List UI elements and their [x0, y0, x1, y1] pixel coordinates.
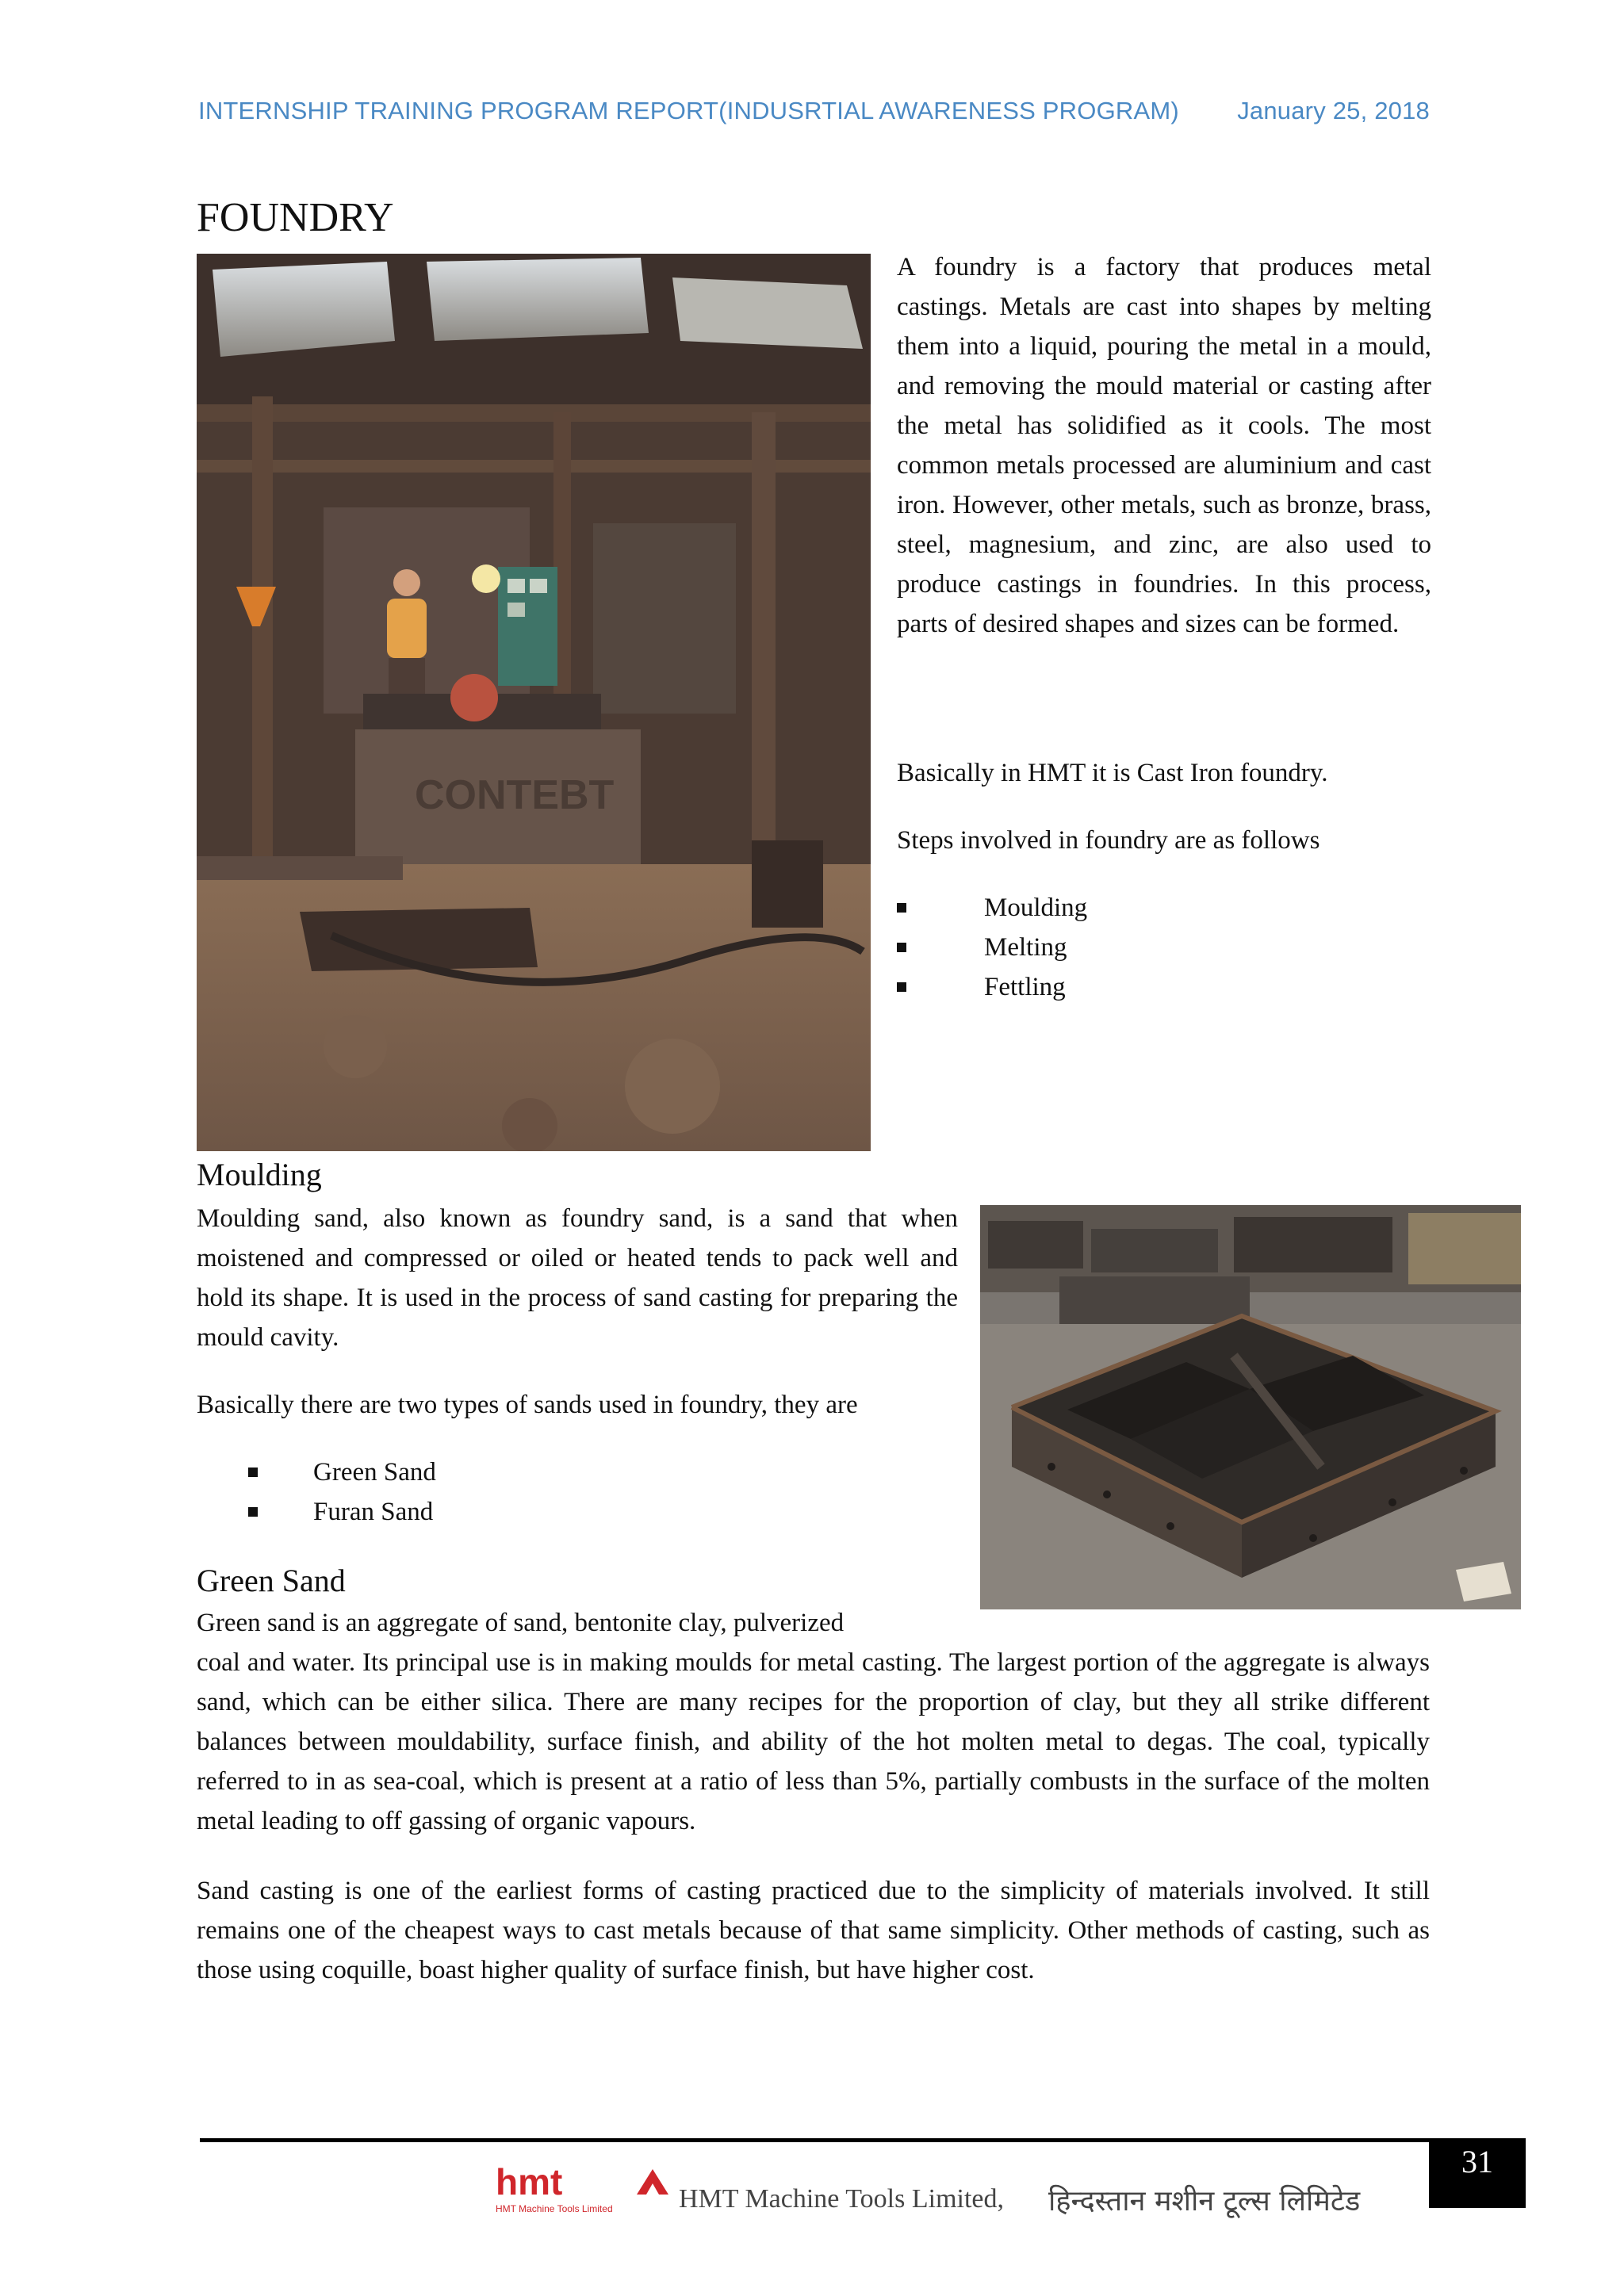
list-item: Furan Sand [248, 1492, 645, 1532]
foundry-steps-intro: Steps involved in foundry are as follows [897, 826, 1320, 855]
bullet-icon [897, 943, 906, 952]
sand-types-list [248, 1452, 645, 1532]
header-date: January 25, 2018 [1237, 97, 1430, 124]
moulding-types-intro: Basically there are two types of sands used in foundry, they are [197, 1391, 858, 1419]
list-item: Green Sand [248, 1452, 645, 1492]
green-sand-title: Green Sand [197, 1563, 346, 1598]
bullet-icon [248, 1507, 258, 1517]
header-title: INTERNSHIP TRAINING PROGRAM REPORT(INDUSRTIAL AWARENESS PROGRAM) [198, 97, 1179, 124]
page-number: 31 [1429, 2138, 1526, 2208]
footer-company: HMT Machine Tools Limited, [679, 2184, 1004, 2214]
bullet-icon [248, 1468, 258, 1477]
bullet-icon [897, 982, 906, 992]
list-item: Melting [897, 928, 1214, 967]
list-item: Moulding [897, 888, 1214, 928]
footer-company-hindi: हिन्दस्तान मशीन टूल्स लिमिटेड [1048, 2185, 1361, 2218]
moulding-title: Moulding [197, 1157, 322, 1192]
moulding-text: Moulding sand, also known as foundry sand, is a sand that when moistened and compressed or oiled or heated tends to pack well and hold its shape. It is used in the process of sand casting for preparing the mould cavity. [197, 1204, 958, 1352]
mould-flask-photo [980, 1205, 1521, 1609]
bullet-icon [897, 903, 906, 913]
foundry-intro: A foundry is a factory that produces metal castings. Metals are cast into shapes by melting them into a liquid, pouring the metal in a mould, and removing the mould material or casting after the metal has solidified as it cools. The most common metals processed are aluminium and cast iron. However, other metals, such as bronze, brass, steel, magnesium, and zinc, are also used to produce castings in foundries. In this process, parts of desired shapes and sizes can be formed. [897, 253, 1431, 638]
footer-divider [200, 2138, 1429, 2142]
svg-text:CONTEBT: CONTEBT [415, 772, 615, 818]
foundry-title: FOUNDRY [197, 195, 394, 240]
foundry-photo [197, 254, 871, 1151]
hmt-logo-text: hmt [496, 2163, 563, 2202]
list-item: Fettling [897, 967, 1214, 1007]
green-sand-text: coal and water. Its principal use is in making moulds for metal casting. The largest portion of the aggregate is always sand, which can be either silica. There are many recipes for the proportion of clay, but they all strike different balances between mouldability, surface finish, and ability of the hot molten metal to degas. The coal, typically referred to in as sea-coal, which is present at a ratio of less than 5%, partially combusts in the surface of the molten metal leading to off gassing of organic vapours. [197, 1648, 1430, 1835]
hmt-logo [496, 2163, 678, 2215]
hmt-logo-subtitle: HMT Machine Tools Limited [496, 2203, 613, 2214]
foundry-steps-list [897, 888, 1214, 1007]
foundry-basic: Basically in HMT it is Cast Iron foundry. [897, 759, 1328, 787]
green-sand-first-line: Green sand is an aggregate of sand, bentonite clay, pulverized [197, 1609, 845, 1637]
sand-casting-text: Sand casting is one of the earliest forms of casting practiced due to the simplicity of materials involved. It still remains one of the cheapest ways to cast metals because of that same simplicity. Other methods of casting, such as those using coquille, boast higher quality of surface finish, but have higher cost. [197, 1877, 1430, 1984]
